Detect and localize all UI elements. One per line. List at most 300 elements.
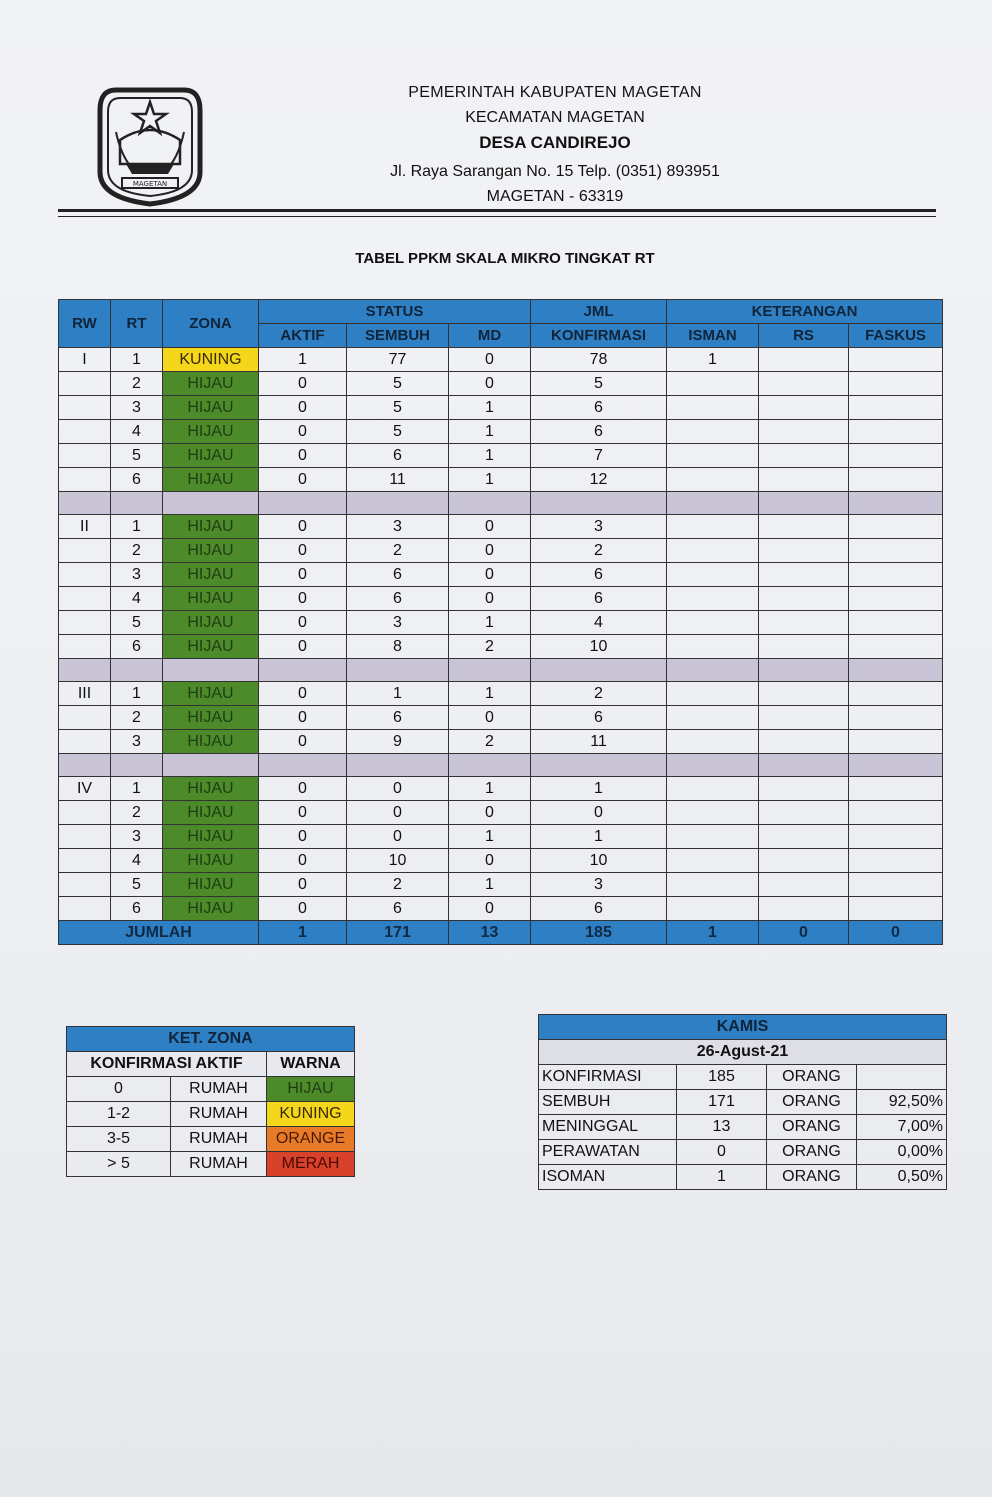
cell-zona: HIJAU <box>163 706 259 730</box>
cell-rw <box>59 873 111 897</box>
separator-row <box>59 492 943 515</box>
cell-konfirmasi: 6 <box>531 396 667 420</box>
cell-faskus <box>849 635 943 659</box>
total-md: 13 <box>449 921 531 945</box>
ket-zona-warna: HIJAU <box>267 1077 355 1102</box>
cell-faskus <box>849 611 943 635</box>
separator-cell <box>259 754 347 777</box>
cell-sembuh: 0 <box>347 801 449 825</box>
cell-rt: 3 <box>111 396 163 420</box>
cell-isman <box>667 372 759 396</box>
cell-aktif: 0 <box>259 444 347 468</box>
cell-zona: HIJAU <box>163 444 259 468</box>
cell-rw <box>59 635 111 659</box>
document-title: TABEL PPKM SKALA MIKRO TINGKAT RT <box>355 250 655 267</box>
header-rt: RT <box>111 300 163 348</box>
summary-label: SEMBUH <box>539 1090 677 1115</box>
cell-sembuh: 8 <box>347 635 449 659</box>
summary-unit: ORANG <box>767 1090 857 1115</box>
cell-zona: HIJAU <box>163 396 259 420</box>
cell-rt: 4 <box>111 420 163 444</box>
summary-label: MENINGGAL <box>539 1115 677 1140</box>
cell-konfirmasi: 11 <box>531 730 667 754</box>
cell-aktif: 0 <box>259 515 347 539</box>
cell-aktif: 0 <box>259 730 347 754</box>
cell-rt: 4 <box>111 587 163 611</box>
cell-aktif: 0 <box>259 468 347 492</box>
separator-cell <box>849 754 943 777</box>
cell-isman <box>667 635 759 659</box>
ket-zona-unit: RUMAH <box>171 1152 267 1177</box>
cell-zona: HIJAU <box>163 515 259 539</box>
letterhead-address: Jl. Raya Sarangan No. 15 Telp. (0351) 893951 <box>390 163 720 180</box>
cell-sembuh: 6 <box>347 563 449 587</box>
cell-faskus <box>849 396 943 420</box>
header-rw: RW <box>59 300 111 348</box>
summary-value: 1 <box>677 1165 767 1190</box>
header-status: STATUS <box>259 300 531 324</box>
cell-rt: 3 <box>111 825 163 849</box>
header-rs: RS <box>759 324 849 348</box>
table-row <box>59 801 943 825</box>
header-sembuh: SEMBUH <box>347 324 449 348</box>
separator-cell <box>59 492 111 515</box>
cell-faskus <box>849 682 943 706</box>
cell-faskus <box>849 587 943 611</box>
total-label: JUMLAH <box>59 921 259 945</box>
cell-isman <box>667 777 759 801</box>
cell-sembuh: 6 <box>347 587 449 611</box>
cell-isman <box>667 420 759 444</box>
cell-zona: HIJAU <box>163 587 259 611</box>
cell-rt: 1 <box>111 777 163 801</box>
cell-rs <box>759 611 849 635</box>
ket-zona-unit: RUMAH <box>171 1127 267 1152</box>
summary-label: PERAWATAN <box>539 1140 677 1165</box>
cell-konfirmasi: 0 <box>531 801 667 825</box>
cell-zona: HIJAU <box>163 777 259 801</box>
total-konfirmasi: 185 <box>531 921 667 945</box>
table-row <box>59 730 943 754</box>
cell-isman <box>667 682 759 706</box>
summary-row <box>539 1115 947 1140</box>
cell-md: 0 <box>449 801 531 825</box>
separator-cell <box>111 659 163 682</box>
header-keterangan: KETERANGAN <box>667 300 943 324</box>
cell-faskus <box>849 372 943 396</box>
cell-rt: 2 <box>111 372 163 396</box>
cell-rw <box>59 611 111 635</box>
cell-rt: 2 <box>111 539 163 563</box>
separator-cell <box>531 754 667 777</box>
header-aktif: AKTIF <box>259 324 347 348</box>
ket-zona-range: 0 <box>67 1077 171 1102</box>
cell-konfirmasi: 12 <box>531 468 667 492</box>
cell-rs <box>759 372 849 396</box>
separator-cell <box>667 492 759 515</box>
cell-rs <box>759 730 849 754</box>
summary-pct: 0,50% <box>857 1165 947 1190</box>
cell-rt: 4 <box>111 849 163 873</box>
cell-zona: HIJAU <box>163 635 259 659</box>
table-row <box>59 706 943 730</box>
separator-cell <box>163 659 259 682</box>
cell-rw <box>59 372 111 396</box>
cell-md: 1 <box>449 777 531 801</box>
ket-zona-warna: KUNING <box>267 1102 355 1127</box>
table-row <box>59 420 943 444</box>
table-row <box>59 611 943 635</box>
cell-zona: HIJAU <box>163 563 259 587</box>
cell-rs <box>759 801 849 825</box>
cell-faskus <box>849 468 943 492</box>
cell-zona: HIJAU <box>163 897 259 921</box>
separator-cell <box>531 492 667 515</box>
cell-aktif: 0 <box>259 873 347 897</box>
ket-zona-row <box>67 1077 355 1102</box>
cell-zona: HIJAU <box>163 873 259 897</box>
cell-sembuh: 1 <box>347 682 449 706</box>
cell-sembuh: 9 <box>347 730 449 754</box>
ket-zona-range: 3-5 <box>67 1127 171 1152</box>
cell-sembuh: 2 <box>347 873 449 897</box>
cell-aktif: 0 <box>259 706 347 730</box>
summary-unit: ORANG <box>767 1140 857 1165</box>
cell-faskus <box>849 873 943 897</box>
cell-zona: HIJAU <box>163 539 259 563</box>
cell-rs <box>759 825 849 849</box>
cell-rs <box>759 348 849 372</box>
cell-konfirmasi: 6 <box>531 563 667 587</box>
cell-md: 1 <box>449 873 531 897</box>
cell-sembuh: 6 <box>347 444 449 468</box>
cell-aktif: 0 <box>259 420 347 444</box>
cell-aktif: 0 <box>259 539 347 563</box>
cell-md: 0 <box>449 539 531 563</box>
table-row <box>59 873 943 897</box>
cell-sembuh: 6 <box>347 706 449 730</box>
cell-faskus <box>849 706 943 730</box>
separator-cell <box>163 754 259 777</box>
cell-zona: HIJAU <box>163 611 259 635</box>
header-jml: JML <box>531 300 667 324</box>
cell-rs <box>759 468 849 492</box>
cell-rt: 5 <box>111 444 163 468</box>
separator-cell <box>347 659 449 682</box>
summary-value: 13 <box>677 1115 767 1140</box>
cell-rw: II <box>59 515 111 539</box>
cell-faskus <box>849 730 943 754</box>
cell-rw <box>59 825 111 849</box>
cell-rt: 2 <box>111 706 163 730</box>
letterhead-rule-thick <box>58 209 936 212</box>
cell-rw <box>59 563 111 587</box>
cell-rs <box>759 849 849 873</box>
cell-isman <box>667 539 759 563</box>
cell-aktif: 0 <box>259 587 347 611</box>
cell-zona: HIJAU <box>163 372 259 396</box>
cell-faskus <box>849 420 943 444</box>
separator-cell <box>347 492 449 515</box>
letterhead-district: KECAMATAN MAGETAN <box>465 109 645 126</box>
header-md: MD <box>449 324 531 348</box>
total-row <box>59 921 943 945</box>
cell-sembuh: 6 <box>347 897 449 921</box>
cell-rw <box>59 420 111 444</box>
cell-isman <box>667 515 759 539</box>
ppkm-table <box>58 299 943 945</box>
cell-zona: HIJAU <box>163 801 259 825</box>
separator-cell <box>59 659 111 682</box>
separator-cell <box>111 492 163 515</box>
letterhead <box>360 80 750 209</box>
separator-cell <box>759 492 849 515</box>
cell-sembuh: 0 <box>347 825 449 849</box>
cell-isman <box>667 730 759 754</box>
cell-isman <box>667 611 759 635</box>
cell-aktif: 0 <box>259 611 347 635</box>
cell-faskus <box>849 849 943 873</box>
cell-aktif: 0 <box>259 777 347 801</box>
separator-cell <box>347 754 449 777</box>
table-row <box>59 468 943 492</box>
cell-aktif: 0 <box>259 849 347 873</box>
summary-row <box>539 1165 947 1190</box>
cell-isman <box>667 897 759 921</box>
ket-zona-row <box>67 1127 355 1152</box>
cell-faskus <box>849 801 943 825</box>
cell-konfirmasi: 2 <box>531 539 667 563</box>
table-row <box>59 563 943 587</box>
cell-konfirmasi: 6 <box>531 420 667 444</box>
ket-zona-unit: RUMAH <box>171 1077 267 1102</box>
cell-md: 0 <box>449 897 531 921</box>
total-faskus: 0 <box>849 921 943 945</box>
summary-value: 171 <box>677 1090 767 1115</box>
cell-rt: 6 <box>111 897 163 921</box>
cell-faskus <box>849 348 943 372</box>
ket-zona-row <box>67 1102 355 1127</box>
summary-unit: ORANG <box>767 1115 857 1140</box>
table-row <box>59 825 943 849</box>
cell-konfirmasi: 6 <box>531 706 667 730</box>
separator-cell <box>667 659 759 682</box>
cell-isman <box>667 849 759 873</box>
letterhead-village: DESA CANDIREJO <box>479 133 631 152</box>
cell-konfirmasi: 78 <box>531 348 667 372</box>
cell-rt: 1 <box>111 348 163 372</box>
summary-value: 185 <box>677 1065 767 1090</box>
ket-zona-row <box>67 1152 355 1177</box>
summary-unit: ORANG <box>767 1065 857 1090</box>
cell-konfirmasi: 4 <box>531 611 667 635</box>
cell-rw <box>59 897 111 921</box>
cell-rs <box>759 897 849 921</box>
cell-zona: KUNING <box>163 348 259 372</box>
cell-md: 0 <box>449 348 531 372</box>
cell-isman <box>667 587 759 611</box>
cell-rw <box>59 706 111 730</box>
total-isman: 1 <box>667 921 759 945</box>
separator-cell <box>163 492 259 515</box>
cell-rt: 5 <box>111 611 163 635</box>
cell-rw <box>59 468 111 492</box>
table-row <box>59 777 943 801</box>
table-row <box>59 587 943 611</box>
total-sembuh: 171 <box>347 921 449 945</box>
cell-rs <box>759 682 849 706</box>
letterhead-city: MAGETAN - 63319 <box>486 188 624 205</box>
cell-faskus <box>849 777 943 801</box>
cell-konfirmasi: 6 <box>531 897 667 921</box>
separator-cell <box>759 659 849 682</box>
cell-faskus <box>849 444 943 468</box>
separator-cell <box>849 659 943 682</box>
cell-isman <box>667 706 759 730</box>
cell-konfirmasi: 1 <box>531 777 667 801</box>
cell-isman <box>667 444 759 468</box>
separator-row <box>59 754 943 777</box>
cell-md: 0 <box>449 587 531 611</box>
table-row <box>59 372 943 396</box>
cell-zona: HIJAU <box>163 730 259 754</box>
summary-table <box>538 1014 947 1190</box>
cell-faskus <box>849 539 943 563</box>
table-row <box>59 444 943 468</box>
cell-rw <box>59 539 111 563</box>
cell-sembuh: 10 <box>347 849 449 873</box>
summary-pct: 7,00% <box>857 1115 947 1140</box>
header-konfirmasi: KONFIRMASI <box>531 324 667 348</box>
cell-md: 1 <box>449 420 531 444</box>
cell-zona: HIJAU <box>163 682 259 706</box>
header-isman: ISMAN <box>667 324 759 348</box>
cell-rw <box>59 396 111 420</box>
cell-konfirmasi: 1 <box>531 825 667 849</box>
cell-sembuh: 5 <box>347 420 449 444</box>
cell-aktif: 0 <box>259 897 347 921</box>
cell-rt: 3 <box>111 563 163 587</box>
cell-sembuh: 11 <box>347 468 449 492</box>
cell-rs <box>759 706 849 730</box>
summary-row <box>539 1140 947 1165</box>
table-row <box>59 539 943 563</box>
cell-md: 1 <box>449 444 531 468</box>
table-row <box>59 635 943 659</box>
cell-isman <box>667 563 759 587</box>
summary-pct <box>857 1065 947 1090</box>
cell-isman <box>667 468 759 492</box>
cell-konfirmasi: 3 <box>531 515 667 539</box>
cell-rt: 6 <box>111 635 163 659</box>
ket-zona-table <box>66 1026 355 1177</box>
cell-rs <box>759 444 849 468</box>
cell-sembuh: 3 <box>347 611 449 635</box>
separator-cell <box>449 492 531 515</box>
ket-zona-warna: MERAH <box>267 1152 355 1177</box>
cell-isman <box>667 396 759 420</box>
ket-zona-col-konfirmasi: KONFIRMASI AKTIF <box>67 1052 267 1077</box>
cell-rs <box>759 420 849 444</box>
cell-md: 0 <box>449 563 531 587</box>
separator-row <box>59 659 943 682</box>
cell-aktif: 1 <box>259 348 347 372</box>
cell-rs <box>759 777 849 801</box>
ket-zona-title: KET. ZONA <box>67 1027 355 1052</box>
cell-rw <box>59 849 111 873</box>
table-row <box>59 682 943 706</box>
separator-cell <box>111 754 163 777</box>
cell-isman <box>667 801 759 825</box>
cell-rs <box>759 539 849 563</box>
cell-konfirmasi: 7 <box>531 444 667 468</box>
cell-rw <box>59 587 111 611</box>
table-row <box>59 515 943 539</box>
cell-md: 1 <box>449 611 531 635</box>
cell-sembuh: 77 <box>347 348 449 372</box>
cell-md: 0 <box>449 515 531 539</box>
cell-zona: HIJAU <box>163 468 259 492</box>
summary-label: KONFIRMASI <box>539 1065 677 1090</box>
cell-konfirmasi: 10 <box>531 635 667 659</box>
summary-row <box>539 1090 947 1115</box>
ket-zona-unit: RUMAH <box>171 1102 267 1127</box>
ket-zona-col-warna: WARNA <box>267 1052 355 1077</box>
header-faskus: FASKUS <box>849 324 943 348</box>
cell-md: 1 <box>449 825 531 849</box>
cell-rw: I <box>59 348 111 372</box>
cell-isman <box>667 873 759 897</box>
cell-konfirmasi: 6 <box>531 587 667 611</box>
separator-cell <box>259 492 347 515</box>
cell-rt: 1 <box>111 682 163 706</box>
cell-rw: IV <box>59 777 111 801</box>
cell-sembuh: 0 <box>347 777 449 801</box>
separator-cell <box>531 659 667 682</box>
cell-aktif: 0 <box>259 372 347 396</box>
cell-aktif: 0 <box>259 825 347 849</box>
cell-rs <box>759 396 849 420</box>
cell-aktif: 0 <box>259 682 347 706</box>
cell-sembuh: 5 <box>347 396 449 420</box>
table-row <box>59 849 943 873</box>
separator-cell <box>59 754 111 777</box>
summary-value: 0 <box>677 1140 767 1165</box>
summary-date: 26-Agust-21 <box>539 1040 947 1065</box>
cell-rs <box>759 873 849 897</box>
cell-rs <box>759 635 849 659</box>
cell-rs <box>759 587 849 611</box>
cell-md: 2 <box>449 730 531 754</box>
summary-pct: 0,00% <box>857 1140 947 1165</box>
cell-isman: 1 <box>667 348 759 372</box>
cell-zona: HIJAU <box>163 825 259 849</box>
cell-zona: HIJAU <box>163 849 259 873</box>
cell-md: 0 <box>449 849 531 873</box>
summary-day: KAMIS <box>539 1015 947 1040</box>
ket-zona-range: 1-2 <box>67 1102 171 1127</box>
cell-md: 2 <box>449 635 531 659</box>
cell-faskus <box>849 825 943 849</box>
cell-konfirmasi: 3 <box>531 873 667 897</box>
cell-aktif: 0 <box>259 396 347 420</box>
separator-cell <box>449 754 531 777</box>
cell-md: 0 <box>449 372 531 396</box>
cell-md: 0 <box>449 706 531 730</box>
ket-zona-warna: ORANGE <box>267 1127 355 1152</box>
ket-zona-range: > 5 <box>67 1152 171 1177</box>
cell-konfirmasi: 10 <box>531 849 667 873</box>
